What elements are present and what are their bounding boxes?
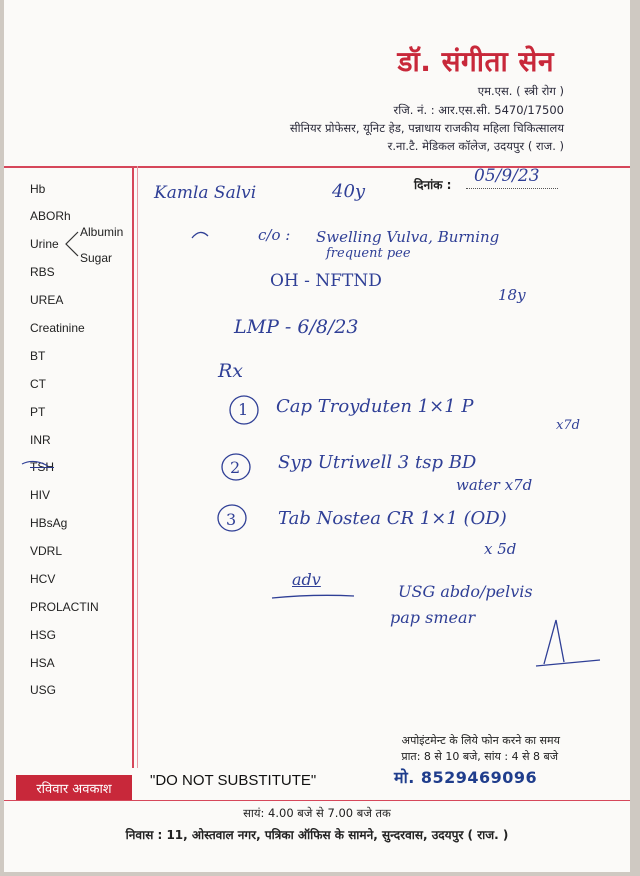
advice-line-1: USG abdo/pelvis	[398, 582, 533, 601]
patient-name: Kamla Salvi	[154, 183, 257, 203]
sunday-off-badge: रविवार अवकाश	[16, 775, 132, 801]
test-hb: Hb	[30, 182, 46, 196]
test-hbsag: HBsAg	[30, 516, 68, 530]
handwritten-date: 05/9/23	[474, 166, 540, 186]
advice-label: adv	[292, 570, 321, 589]
test-urea: UREA	[30, 293, 64, 307]
date-label: दिनांक :	[414, 178, 452, 192]
prescription-sheet	[4, 0, 630, 872]
appointment-line-1: अपोइंटमेन्ट के लिये फोन करने का समय	[401, 734, 560, 747]
footer-divider	[4, 800, 630, 801]
designation: सीनियर प्रोफेसर, यूनिट हेड, पन्नाधाय राजकीय महिला चिकित्सालय	[289, 121, 564, 135]
test-usg: USG	[30, 683, 57, 697]
test-ct: CT	[30, 377, 46, 391]
med-3-duration: x 5d	[484, 540, 517, 558]
residence-address: निवास : 11, ओस्तवाल नगर, पत्रिका ऑफिस के सामने, सुन्दरवास, उदयपुर ( राज. )	[125, 828, 509, 842]
med-1: Cap Troyduten 1×1 P	[276, 396, 474, 417]
test-hiv: HIV	[30, 488, 51, 502]
complaint-line-2: frequent pee	[326, 246, 411, 261]
med-1-number: 1	[238, 400, 249, 419]
test-bt: BT	[30, 349, 46, 363]
test-vdrl: VDRL	[30, 544, 63, 558]
test-sugar: Sugar	[80, 251, 113, 265]
mobile-number: मो. 8529469096	[394, 768, 538, 787]
complaint-line-1: Swelling Vulva, Burning	[316, 228, 500, 246]
test-hsa: HSA	[30, 656, 55, 670]
doctor-name: डॉ. संगीता सेन	[397, 45, 554, 78]
test-urine: Urine	[30, 237, 59, 251]
complaint-prefix: c/o :	[258, 226, 291, 244]
med-2-number: 2	[230, 458, 241, 477]
test-pt: PT	[30, 405, 46, 419]
test-creatinine: Creatinine	[30, 321, 85, 335]
test-hsg: HSG	[30, 628, 57, 642]
advice-line-2: pap smear	[390, 608, 476, 627]
test-albumin: Albumin	[80, 225, 124, 239]
rx-symbol: Rx	[218, 360, 244, 382]
test-hcv: HCV	[30, 572, 56, 586]
test-rbs: RBS	[30, 265, 55, 279]
college-name: र.ना.टै. मेडिकल कॉलेज, उदयपुर ( राज. )	[387, 139, 564, 153]
evening-hours: सायं: 4.00 बजे से 7.00 बजे तक	[243, 806, 391, 820]
test-aborh: ABORh	[30, 209, 71, 223]
do-not-substitute: "DO NOT SUBSTITUTE"	[150, 772, 317, 789]
obstetric-history: OH - NFTND	[270, 271, 382, 291]
test-inr: INR	[30, 433, 51, 447]
registration-number: रजि. नं. : आर.एस.सी. 5470/17500	[393, 103, 564, 117]
appointment-line-2: प्रात: 8 से 10 बजे, सांय : 4 से 8 बजे	[401, 750, 558, 763]
med-3-number: 3	[226, 510, 237, 529]
med-1-duration: x7d	[556, 418, 580, 433]
years-married: 18y	[498, 286, 526, 304]
lmp-date: LMP - 6/8/23	[234, 316, 359, 338]
qualification: एम.एस. ( स्त्री रोग )	[477, 84, 564, 98]
patient-age: 40y	[332, 181, 366, 202]
med-3: Tab Nostea CR 1×1 (OD)	[278, 508, 507, 529]
med-2-duration: water x7d	[456, 476, 533, 494]
med-2: Syp Utriwell 3 tsp BD	[278, 452, 477, 473]
test-prolactin: PROLACTIN	[30, 600, 99, 614]
test-tsh: TSH	[30, 460, 54, 474]
